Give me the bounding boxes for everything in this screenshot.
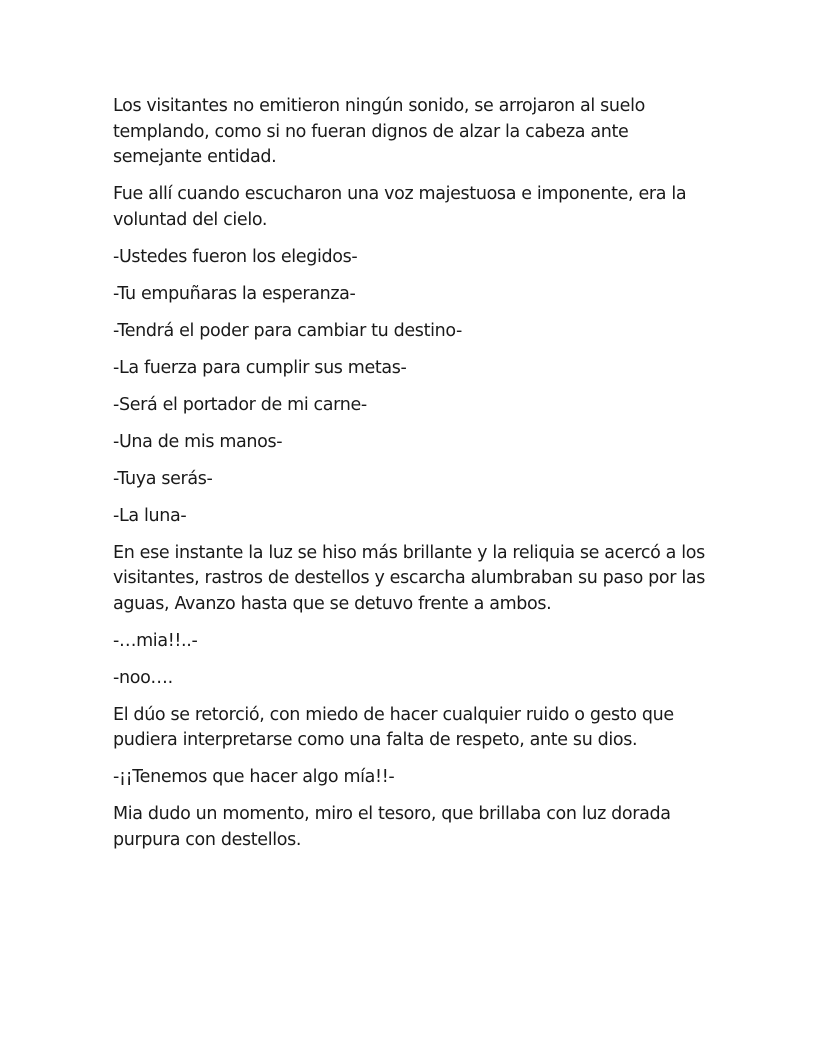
paragraph-5: Mia dudo un momento, miro el tesoro, que brillaba con luz dorada purpura con destellos. [113, 804, 671, 850]
dialogue-line-2: -Tu empuñaras la esperanza- [113, 283, 356, 304]
document-body [113, 94, 713, 865]
dialogue-line-6: -Una de mis manos- [113, 431, 283, 452]
dialogue-line-7: -Tuya serás- [113, 468, 213, 489]
dialogue-line-3: -Tendrá el poder para cambiar tu destino- [113, 320, 462, 341]
dialogue-line-10: -noo…. [113, 667, 173, 688]
dialogue-line-11: -¡¡Tenemos que hacer algo mía!!- [113, 767, 395, 787]
paragraph-1: Los visitantes no emitieron ningún sonido, se arrojaron al suelo templando, como si no fueran dignos de alzar la cabeza ante semejante entidad. [113, 96, 645, 167]
dialogue-line-5: -Será el portador de mi carne- [113, 394, 367, 415]
dialogue-line-1: -Ustedes fueron los elegidos- [113, 246, 358, 267]
paragraph-4: El dúo se retorció, con miedo de hacer cualquier ruido o gesto que pudiera interpretarse como una falta de respeto, ante su dios. [113, 704, 674, 750]
dialogue-line-9: -…mia!!..- [113, 630, 198, 651]
dialogue-line-8: -La luna- [113, 505, 187, 526]
paragraph-2: Fue allí cuando escucharon una voz majestuosa e imponente, era la voluntad del cielo. [113, 184, 687, 230]
paragraph-3: En ese instante la luz se hiso más brillante y la reliquia se acercó a los visitantes, rastros de destellos y escarcha alumbraban su paso por las aguas, Avanzo hasta que se detuvo frente a ambos. [113, 542, 705, 614]
dialogue-line-4: -La fuerza para cumplir sus metas- [113, 357, 407, 378]
